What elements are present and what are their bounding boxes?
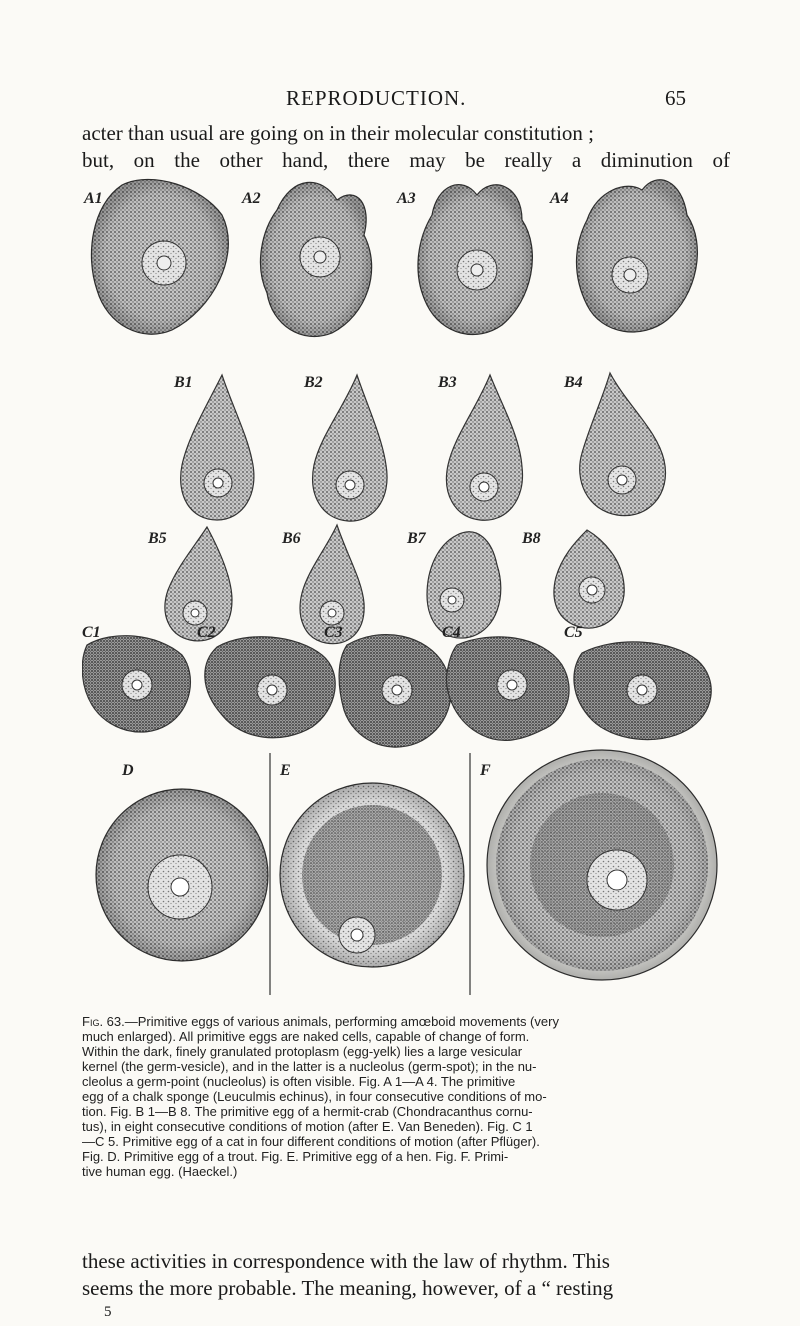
label-a1: A1 (84, 190, 103, 207)
egg-c2 (205, 637, 335, 738)
label-c3: C3 (324, 624, 343, 641)
egg-c4 (447, 637, 569, 741)
egg-b3 (446, 375, 522, 520)
egg-c1 (82, 636, 190, 732)
paragraph-bottom (82, 1248, 730, 1302)
egg-a3 (418, 185, 532, 335)
label-b6: B6 (282, 530, 301, 547)
text-line: but, on the other hand, there may be really a diminution of (82, 148, 730, 172)
label-b8: B8 (522, 530, 541, 547)
label-b5: B5 (148, 530, 167, 547)
egg-b8 (554, 530, 624, 628)
text-line: these activities in correspondence with the law of rhythm. This (82, 1249, 610, 1273)
label-e: E (280, 762, 291, 779)
caption-line: —C 5. Primitive egg of a cat in four different conditions of motion (after Pflüger). (82, 1134, 540, 1149)
caption-line: tus), in eight consecutive conditions of motion (after E. Van Beneden). Fig. C 1 (82, 1119, 533, 1134)
label-c4: C4 (442, 624, 461, 641)
egg-a1 (91, 179, 228, 334)
text-line: acter than usual are going on in their molecular constitution ; (82, 121, 595, 145)
label-b2: B2 (304, 374, 323, 391)
label-b1: B1 (174, 374, 193, 391)
paragraph-top (82, 120, 730, 174)
label-b7: B7 (407, 530, 426, 547)
caption-prefix: Fig. 63. (82, 1014, 125, 1029)
egg-a2 (260, 182, 371, 336)
label-b4: B4 (564, 374, 583, 391)
page-number: 65 (665, 86, 686, 110)
label-b3: B3 (438, 374, 457, 391)
egg-d (96, 789, 268, 961)
page-header (0, 86, 800, 116)
label-a3: A3 (397, 190, 416, 207)
egg-c5 (574, 642, 711, 740)
label-c5: C5 (564, 624, 583, 641)
caption-line: much enlarged). All primitive eggs are naked cells, capable of change of form. (82, 1029, 530, 1044)
egg-b4 (580, 373, 666, 516)
label-a4: A4 (550, 190, 569, 207)
egg-c3 (339, 635, 451, 748)
label-c1: C1 (82, 624, 101, 641)
figure-caption (82, 1014, 732, 1179)
egg-f (487, 750, 717, 980)
caption-line: Within the dark, finely granulated protoplasm (egg-yelk) lies a large vesicular (82, 1044, 523, 1059)
caption-line: tion. Fig. B 1—B 8. The primitive egg of a hermit-crab (Chondracanthus cornu- (82, 1104, 533, 1119)
label-c2: C2 (197, 624, 216, 641)
caption-line (82, 1014, 732, 1029)
running-title: REPRODUCTION. (286, 86, 467, 110)
caption-line: tive human egg. (Haeckel.) (82, 1164, 238, 1179)
egg-b7 (427, 532, 501, 638)
signature-mark: 5 (104, 1304, 112, 1320)
text-line: seems the more probable. The meaning, however, of a “ resting (82, 1276, 614, 1300)
egg-e (280, 783, 464, 967)
egg-a4 (576, 180, 697, 332)
caption-line: egg of a chalk sponge (Leuculmis echinus), in four consecutive conditions of mo- (82, 1089, 547, 1104)
egg-b1 (181, 375, 254, 520)
label-f: F (480, 762, 491, 779)
caption-text: —Primitive eggs of various animals, performing amœboid movements (very (124, 1014, 559, 1029)
amoeboid-eggs-figure (82, 175, 722, 1005)
egg-b2 (313, 375, 387, 521)
label-a2: A2 (242, 190, 261, 207)
caption-line: Fig. D. Primitive egg of a trout. Fig. E. Primitive egg of a hen. Fig. F. Primi- (82, 1149, 509, 1164)
caption-line: kernel (the germ-vesicle), and in the latter is a nucleolus (germ-spot); in the nu- (82, 1059, 537, 1074)
label-d: D (122, 762, 134, 779)
caption-line: cleolus a germ-point (nucleolus) is often visible. Fig. A 1—A 4. The primitive (82, 1074, 516, 1089)
